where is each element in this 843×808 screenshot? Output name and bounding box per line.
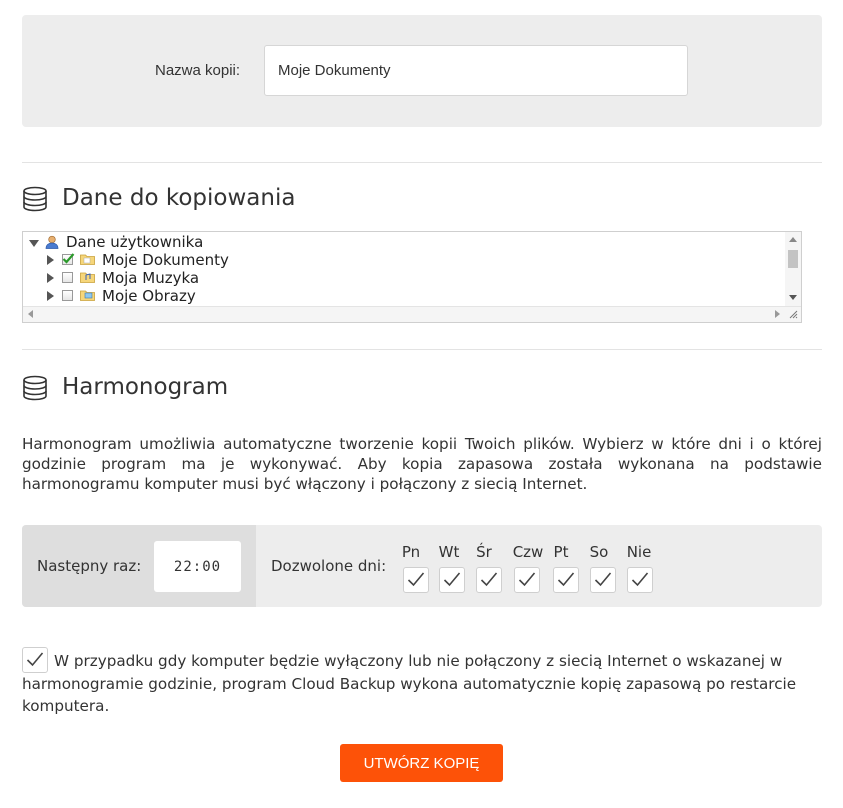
schedule-description: Harmonogram umożliwia automatyczne tworzenie kopii Twoich plików. Wybierz w które dni i o której godzinie program ma je wykonywać. Aby kopia zapasowa została wykonana na podstawie harmonogramu komputer musi być włączony i połączony z siecią Internet.: [22, 435, 822, 493]
database-icon: [22, 186, 48, 212]
divider: [22, 162, 822, 163]
scroll-left-icon[interactable]: [28, 310, 33, 318]
check-icon: [407, 571, 425, 589]
day-label: Nie: [626, 543, 652, 561]
check-icon: [557, 571, 575, 589]
expand-arrow-icon[interactable]: [47, 273, 54, 283]
check-icon: [443, 571, 461, 589]
day-checkbox-pn[interactable]: [403, 567, 429, 593]
day-checkbox-nie[interactable]: [627, 567, 653, 593]
schedule-panel: [22, 525, 822, 607]
next-run-box: [22, 525, 256, 607]
expand-arrow-icon[interactable]: [47, 255, 54, 265]
folder-tree[interactable]: [22, 231, 802, 323]
check-icon: [594, 571, 612, 589]
day-label: Pt: [553, 543, 569, 561]
time-input[interactable]: 22:00: [154, 541, 241, 592]
vertical-scrollbar[interactable]: [785, 232, 801, 306]
collapse-arrow-icon[interactable]: [29, 240, 39, 247]
check-icon: [631, 571, 649, 589]
tree-item-label[interactable]: Moje Obrazy: [102, 287, 196, 305]
resize-grip-icon[interactable]: [788, 309, 798, 319]
section-title-schedule: Harmonogram: [62, 374, 229, 400]
day-checkbox-sr[interactable]: [476, 567, 502, 593]
day-checkbox-wt[interactable]: [439, 567, 465, 593]
expand-arrow-icon[interactable]: [47, 291, 54, 301]
folder-icon: [80, 253, 95, 265]
day-label: Pn: [401, 543, 421, 561]
check-icon: [480, 571, 498, 589]
music-folder-icon: [80, 271, 95, 283]
backup-name-input[interactable]: [264, 45, 688, 96]
create-backup-button[interactable]: UTWÓRZ KOPIĘ: [340, 744, 503, 782]
scroll-thumb[interactable]: [788, 250, 798, 268]
divider: [22, 349, 822, 350]
day-checkbox-so[interactable]: [590, 567, 616, 593]
check-icon: [62, 253, 75, 264]
pictures-folder-icon: [80, 289, 95, 301]
section-title-data: Dane do kopiowania: [62, 185, 296, 211]
day-checkbox-pt[interactable]: [553, 567, 579, 593]
day-checkbox-czw[interactable]: [514, 567, 540, 593]
allowed-days-label: Dozwolone dni:: [271, 557, 387, 575]
tree-item-label[interactable]: Moja Muzyka: [102, 269, 200, 287]
tree-checkbox[interactable]: [62, 254, 73, 265]
scroll-right-icon[interactable]: [775, 310, 780, 318]
backup-name-label: Nazwa kopii:: [155, 62, 241, 79]
horizontal-scrollbar[interactable]: [23, 306, 802, 322]
restart-option-text: W przypadku gdy komputer będzie wyłączony lub nie połączony z siecią Internet o wskazanej w harmonogramie godzinie, program Cloud Backup wykona automatycznie kopię zapasową po restarcie komputera.: [22, 652, 797, 715]
tree-item-label[interactable]: Moje Dokumenty: [102, 251, 229, 269]
scroll-up-icon[interactable]: [789, 237, 797, 242]
user-icon: [45, 235, 59, 249]
scroll-down-icon[interactable]: [789, 295, 797, 300]
tree-checkbox[interactable]: [62, 290, 73, 301]
day-label: Wt: [438, 543, 460, 561]
tree-root-label[interactable]: Dane użytkownika: [66, 233, 204, 251]
day-label: Czw: [512, 543, 544, 561]
check-icon: [26, 651, 44, 669]
database-icon: [22, 375, 48, 401]
day-label: So: [589, 543, 609, 561]
check-icon: [518, 571, 536, 589]
tree-checkbox[interactable]: [62, 272, 73, 283]
day-label: Śr: [476, 543, 492, 561]
restart-option-checkbox[interactable]: [22, 647, 48, 673]
next-run-label: Następny raz:: [37, 557, 142, 575]
